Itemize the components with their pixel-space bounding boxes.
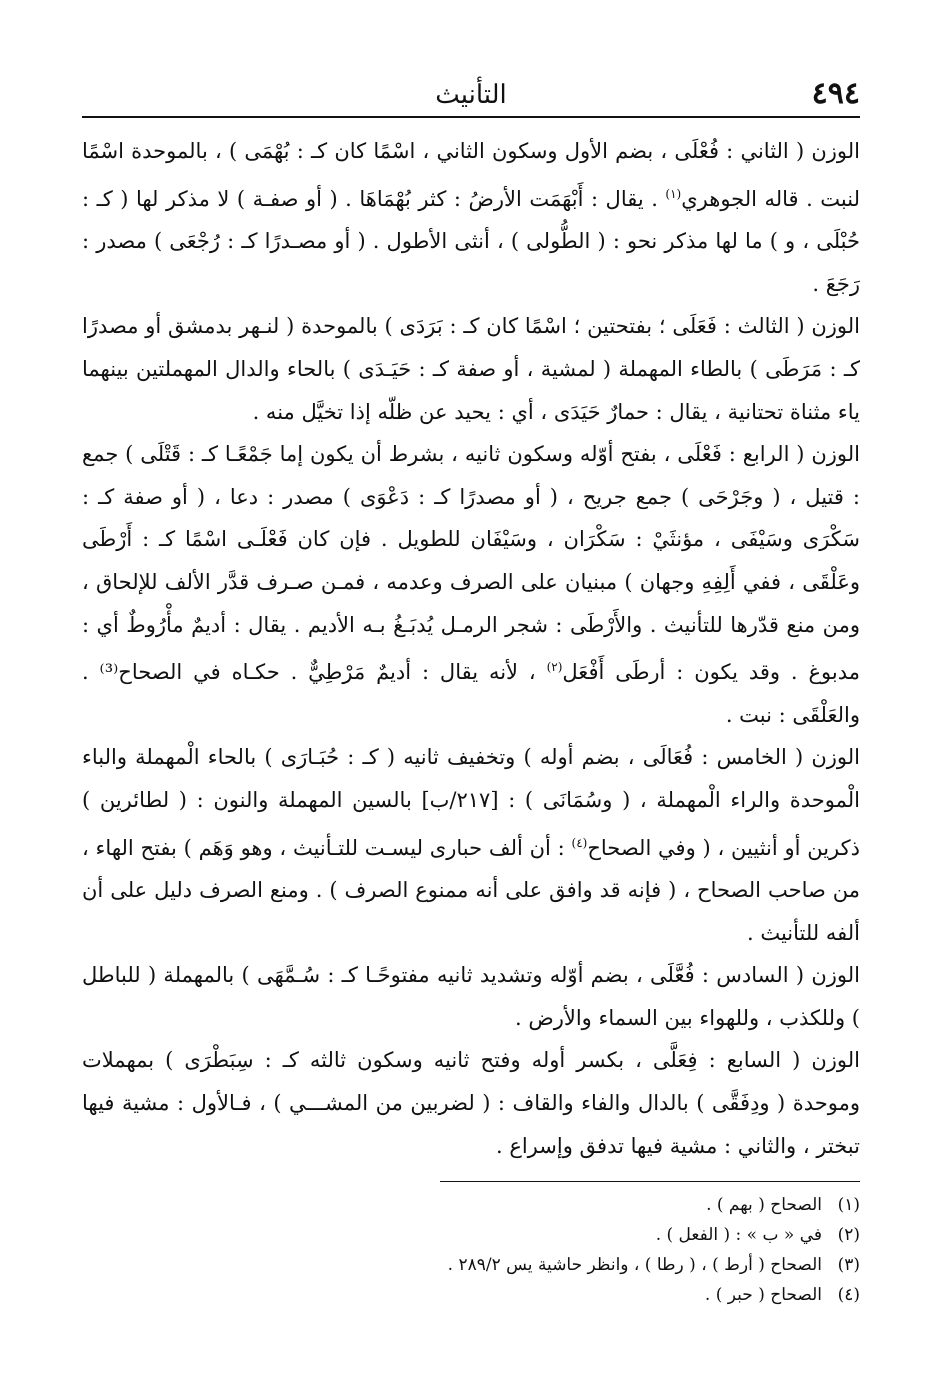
footnote-4 bbox=[82, 1280, 860, 1310]
footnote-1 bbox=[82, 1190, 860, 1220]
footnote-number: (١) bbox=[837, 1195, 860, 1216]
paragraph-tail: . يقال : أَبْهَمَت الأرضُ : كثر بُهْمَاهَا . ( أو صفـة ) لا مذكر لها ( كـ : حُبْلَى ، و ) ما لها مذكر نحو : ( الطُّولى ) ، أنثى الأطول . ( أو مصـدرًا كـ : رُجْعَى ) مصدر : رَجَعَ . bbox=[82, 186, 860, 296]
main-text bbox=[82, 130, 860, 1167]
footnote-3 bbox=[82, 1250, 860, 1280]
footnotes bbox=[82, 1190, 860, 1310]
footnote-text: الصحاح ( أرط ) ، ( رطا ) ، وانظر حاشية يس ٢٨٩/٢ . bbox=[447, 1255, 822, 1276]
footnote-number: (٢) bbox=[837, 1225, 860, 1246]
paragraph-wazn-2 bbox=[82, 130, 860, 305]
page-number: ٤٩٤ bbox=[811, 76, 860, 111]
footnote-text: الصحاح ( حبر ) . bbox=[704, 1285, 822, 1306]
paragraph-text: الوزن ( الثالث : فَعَلَى ؛ بفتحتين ؛ اسْمًا كان كـ : بَرَدَى ) بالموحدة ( لنـهر بدمشق أو مصدرًا كـ : مَرَطَى ) بالطاء المهملة ( لمشية ، أو صفة كـ : حَيَـدَى ) بالحاء والدال المهملتين بينهما ياء مثناة تحتانية ، يقال : حمارٌ حَيَدَى ، أي : يحيد عن ظلّه إذا تخيَّل منه . bbox=[82, 314, 860, 424]
running-title: التأنيث bbox=[435, 80, 507, 110]
paragraph-text: الوزن ( السابع : فِعَلَّى ، بكسر أوله وفتح ثانيه وسكون ثالثه كـ : سِبَطْرَى ) بمهملات وموحدة ( ودِفَقَّى ) بالدال والفاء والقاف : ( لضربين من المشـــي ) ، فـالأول : مشية فيها تبختر ، والثاني : مشية فيها تدفق وإسراع . bbox=[82, 1048, 860, 1158]
paragraph-wazn-6 bbox=[82, 954, 860, 1039]
paragraph-wazn-4 bbox=[82, 433, 860, 736]
footnote-divider bbox=[440, 1181, 860, 1182]
footnote-text: الصحاح ( بهم ) . bbox=[706, 1195, 822, 1216]
footnote-number: (٣) bbox=[837, 1255, 860, 1276]
footnote-ref: (٤) bbox=[571, 835, 588, 850]
footnote-2 bbox=[82, 1220, 860, 1250]
footnote-ref: (١) bbox=[665, 186, 682, 201]
paragraph-tail: ، لأنه يقال : أديمٌ مَرْطِيٌّ . حكـاه في الصحاح⁽³⁾ . والعَلْقَى : نبت . bbox=[82, 660, 860, 727]
footnote-text: في « ب » : ( الفعل ) . bbox=[655, 1225, 822, 1246]
paragraph-tail: : أن ألف حبارى ليسـت للتـأنيث ، وهو وَهَم ) بفتح الهاء ، من صاحب الصحاح ، ( فإنه قد وافق على أنه ممنوع الصرف ) . ومنع الصرف دليل على أن ألفه للتأنيث . bbox=[82, 835, 860, 945]
footnote-ref: (٢) bbox=[546, 660, 563, 675]
paragraph-text: الوزن ( الثاني : فُعْلَى ، بضم الأول وسكون الثاني ، اسْمًا كان كـ : بُهْمَى ) ، بالموحدة اسْمًا لنبت . قاله الجوهري bbox=[82, 139, 860, 211]
paragraph-text: الوزن ( الخامس : فُعَالَى ، بضم أوله ) وتخفيف ثانيه ( كـ : حُبَـارَى ) بالحاء الْمهملة والباء الْموحدة والراء الْمهملة ، ( وسُمَانَى ) : [٢١٧/ب] بالسين المهملة والنون : ( لطائرين ) ذكرين أو أنثيين ، ( وفي الصحاح bbox=[82, 745, 860, 860]
paragraph-wazn-5 bbox=[82, 736, 860, 954]
paragraph-wazn-7 bbox=[82, 1039, 860, 1167]
paragraph-wazn-3 bbox=[82, 305, 860, 433]
book-page bbox=[82, 70, 860, 1360]
paragraph-text: الوزن ( السادس : فُعَّلَى ، بضم أوّله وتشديد ثانيه مفتوحًـا كـ : سُـمَّهَى ) بالمهملة ( للباطل ) وللكذب ، وللهواء بين السماء والأرض . bbox=[82, 963, 860, 1030]
footnote-number: (٤) bbox=[837, 1285, 860, 1306]
page-header bbox=[82, 70, 860, 118]
paragraph-text: الوزن ( الرابع : فَعْلَى ، بفتح أوّله وسكون ثانيه ، بشرط أن يكون إما جَمْعًـا كـ : قَتْلَى ) جمع : قتيل ، ( وجَرْحَى ) جمع جريح ، ( أو مصدرًا كـ : دَعْوَى ) مصدر : دعا ، ( أو صفة كـ : سَكْرَى وسَيْفَى ، مؤنثَيْ : سَكْرَان ، وسَيْفَان للطويل . فإن كان فَعْلَـى اسْمًا كـ : أَرْطَى وعَلْقَى ، ففي أَلِفِهِ وجهان ) مبنيان على الصرف وعدمه ، فمـن صـرف قدَّر الألف للإلحاق ، ومن منع قدّرها للتأنيث . والأَرْطَى : شجر الرمـل يُدبَـغُ بـه الأديم . يقال : أديمٌ مأْرُوطٌ أي : مدبوغ . وقد يكون : أرطَى أَفْعَل bbox=[82, 442, 860, 685]
